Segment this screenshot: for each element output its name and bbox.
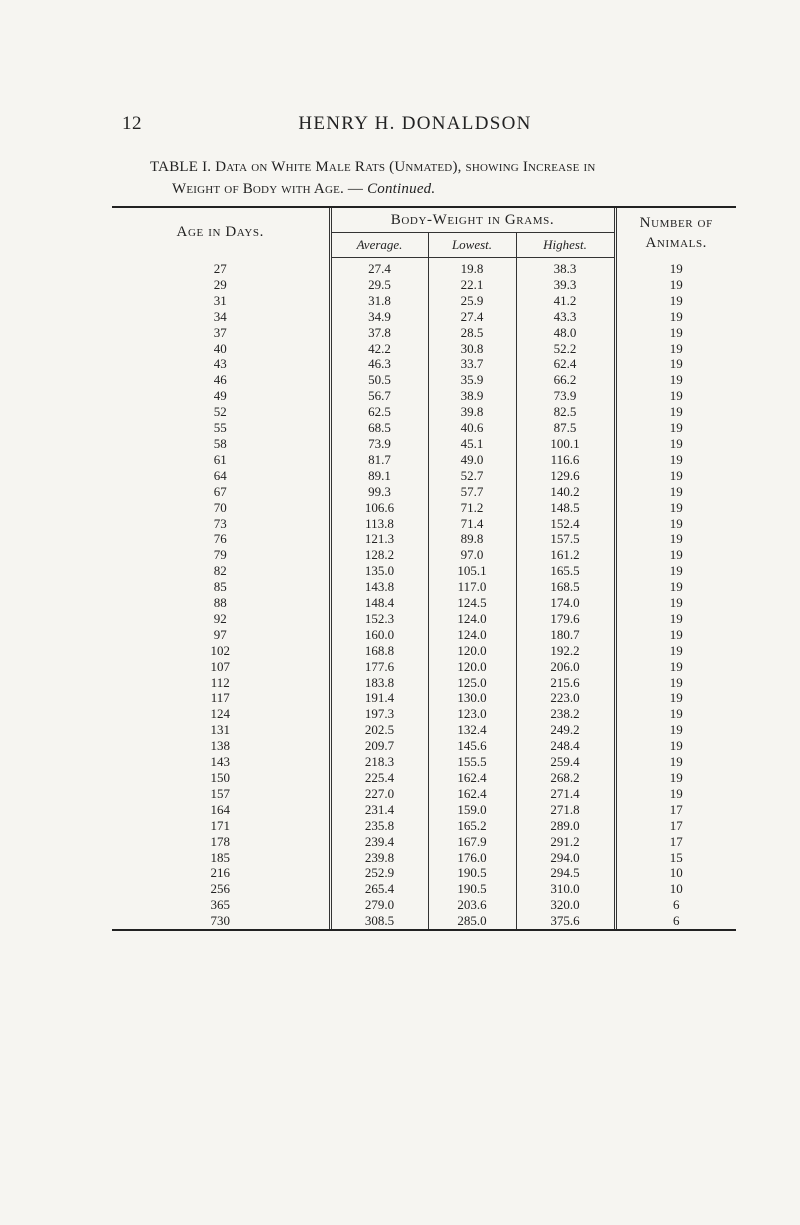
table-row: [112, 865, 736, 881]
table-row: [112, 611, 736, 627]
cell-average: 239.4: [364, 833, 395, 849]
cell-number: 17: [615, 802, 736, 818]
cell-average: 227.0: [364, 785, 395, 801]
cell-age: 29: [112, 277, 330, 293]
cell-age: 164: [112, 802, 330, 818]
cell-lowest: 19.8: [428, 258, 516, 277]
cell-average: 34.9: [368, 308, 391, 324]
cell-lowest: 28.5: [428, 325, 516, 341]
col-header-number-of-animals: [615, 208, 736, 258]
cell-number: 19: [615, 754, 736, 770]
cell-highest: 238.2: [550, 706, 580, 722]
cell-age: 27: [112, 258, 330, 277]
cell-age: 55: [112, 420, 330, 436]
cell-average: 113.8: [365, 515, 394, 531]
table-body: [112, 258, 736, 930]
cell-number: 19: [615, 436, 736, 452]
cell-highest: 179.6: [550, 610, 580, 626]
table-row: [112, 722, 736, 738]
cell-number: 19: [615, 372, 736, 388]
cell-number: 19: [615, 627, 736, 643]
cell-highest: 271.8: [550, 801, 580, 817]
cell-highest: 152.4: [550, 515, 580, 531]
cell-average: 121.3: [364, 531, 395, 547]
cell-average: 29.5: [368, 276, 391, 292]
cell-average: 135.0: [364, 563, 395, 579]
cell-average: 252.9: [364, 865, 395, 881]
cell-average: 183.8: [364, 674, 395, 690]
cell-highest: 249.2: [550, 722, 580, 738]
col-header-age: Age in Days.: [112, 208, 330, 258]
table-bottom-rule: [112, 929, 736, 931]
cell-age: 70: [112, 500, 330, 516]
cell-lowest: 130.0: [428, 690, 516, 706]
cell-average: 73.9: [368, 435, 391, 451]
cell-highest: 82.5: [553, 404, 577, 420]
cell-lowest: 120.0: [428, 659, 516, 675]
cell-age: 31: [112, 293, 330, 309]
cell-age: 92: [112, 611, 330, 627]
cell-average: 148.4: [364, 595, 395, 611]
cell-lowest: 89.8: [428, 531, 516, 547]
cell-lowest: 97.0: [428, 547, 516, 563]
cell-highest: 259.4: [550, 754, 580, 770]
table-row: [112, 468, 736, 484]
cell-lowest: 27.4: [428, 309, 516, 325]
cell-age: 124: [112, 706, 330, 722]
table-row: [112, 913, 736, 929]
cell-highest: 116.6: [550, 451, 580, 467]
table-caption: [150, 156, 750, 200]
table-title-line2: Weight of Body with Age. —: [172, 181, 364, 197]
cell-highest: 289.0: [550, 817, 580, 833]
cell-average: 235.8: [364, 817, 395, 833]
cell-highest: 271.4: [550, 785, 580, 801]
cell-lowest: 203.6: [428, 897, 516, 913]
cell-lowest: 124.5: [428, 595, 516, 611]
table-row: [112, 277, 736, 293]
cell-lowest: 33.7: [428, 356, 516, 372]
cell-highest: 320.0: [550, 897, 580, 913]
cell-lowest: 176.0: [428, 850, 516, 866]
cell-highest: 291.2: [550, 833, 580, 849]
cell-number: 19: [615, 420, 736, 436]
cell-number: 19: [615, 738, 736, 754]
cell-lowest: 285.0: [428, 913, 516, 929]
cell-highest: 41.2: [553, 292, 577, 308]
cell-highest: 294.0: [550, 849, 580, 865]
cell-lowest: 39.8: [428, 404, 516, 420]
cell-highest: 157.5: [550, 531, 580, 547]
cell-highest: 87.5: [553, 420, 577, 436]
table-row: [112, 818, 736, 834]
table-label: TABLE I.: [150, 159, 212, 175]
cell-number: 19: [615, 786, 736, 802]
cell-age: 52: [112, 404, 330, 420]
table-row: [112, 595, 736, 611]
cell-number: 19: [615, 722, 736, 738]
cell-lowest: 49.0: [428, 452, 516, 468]
cell-age: 64: [112, 468, 330, 484]
table-row: [112, 627, 736, 643]
cell-age: 97: [112, 627, 330, 643]
table-row: [112, 563, 736, 579]
cell-age: 67: [112, 484, 330, 500]
table-row: [112, 834, 736, 850]
cell-highest: 192.2: [550, 642, 580, 658]
cell-lowest: 117.0: [428, 579, 516, 595]
cell-highest: 174.0: [550, 595, 580, 611]
cell-average: 225.4: [364, 770, 395, 785]
cell-lowest: 25.9: [428, 293, 516, 309]
table-row: [112, 420, 736, 436]
cell-age: 46: [112, 372, 330, 388]
cell-age: 43: [112, 356, 330, 372]
cell-age: 365: [112, 897, 330, 913]
cell-average: 56.7: [368, 388, 391, 404]
cell-highest: 248.4: [550, 738, 580, 754]
cell-number: 19: [615, 404, 736, 420]
cell-number: 19: [615, 388, 736, 404]
table-row: [112, 897, 736, 913]
cell-highest: 223.0: [550, 690, 580, 706]
cell-highest: 168.5: [550, 579, 580, 595]
table-row: [112, 372, 736, 388]
cell-lowest: 165.2: [428, 818, 516, 834]
cell-highest: 48.0: [553, 324, 577, 340]
cell-lowest: 35.9: [428, 372, 516, 388]
cell-average: 99.3: [368, 483, 391, 499]
table-row: [112, 484, 736, 500]
table-row: [112, 293, 736, 309]
cell-lowest: 162.4: [428, 770, 516, 786]
table-row: [112, 675, 736, 691]
cell-average: 50.5: [368, 372, 391, 388]
cell-number: 19: [615, 770, 736, 786]
cell-highest: 66.2: [553, 372, 577, 388]
table-row: [112, 690, 736, 706]
cell-age: 88: [112, 595, 330, 611]
cell-number: 6: [615, 897, 736, 913]
cell-number: 19: [615, 484, 736, 500]
cell-age: 58: [112, 436, 330, 452]
cell-number: 19: [615, 531, 736, 547]
cell-average: 62.5: [368, 404, 391, 420]
cell-number: 19: [615, 563, 736, 579]
cell-age: 37: [112, 325, 330, 341]
col-header-number-line1: Number of: [639, 214, 713, 231]
table-row: [112, 309, 736, 325]
cell-age: 107: [112, 659, 330, 675]
cell-age: 138: [112, 738, 330, 754]
table-row: [112, 547, 736, 563]
cell-average: 265.4: [364, 881, 395, 897]
cell-age: 157: [112, 786, 330, 802]
table-row: [112, 258, 736, 277]
cell-age: 171: [112, 818, 330, 834]
cell-age: 178: [112, 834, 330, 850]
table-row: [112, 738, 736, 754]
cell-number: 19: [615, 293, 736, 309]
cell-average: 160.0: [364, 626, 395, 642]
cell-number: 19: [615, 547, 736, 563]
cell-age: 112: [112, 675, 330, 691]
cell-lowest: 30.8: [428, 341, 516, 357]
table-row: [112, 356, 736, 372]
cell-highest: 148.5: [550, 499, 580, 515]
cell-number: 19: [615, 611, 736, 627]
cell-highest: 375.6: [550, 913, 580, 929]
table-row: [112, 341, 736, 357]
cell-average: 209.7: [364, 738, 395, 754]
cell-age: 117: [112, 690, 330, 706]
cell-age: 79: [112, 547, 330, 563]
cell-age: 61: [112, 452, 330, 468]
cell-number: 19: [615, 690, 736, 706]
cell-lowest: 57.7: [428, 484, 516, 500]
cell-highest: 206.0: [550, 658, 580, 674]
table-row: [112, 325, 736, 341]
table-row: [112, 850, 736, 866]
page-number: 12: [122, 113, 142, 134]
cell-age: 34: [112, 309, 330, 325]
cell-age: 216: [112, 865, 330, 881]
table-row: [112, 754, 736, 770]
cell-lowest: 167.9: [428, 834, 516, 850]
table-row: [112, 770, 736, 786]
cell-number: 19: [615, 643, 736, 659]
cell-age: 49: [112, 388, 330, 404]
cell-age: 102: [112, 643, 330, 659]
cell-average: 177.6: [364, 658, 395, 674]
cell-average: 31.8: [368, 292, 391, 308]
cell-average: 27.4: [368, 261, 391, 276]
cell-number: 19: [615, 277, 736, 293]
cell-highest: 73.9: [553, 388, 577, 404]
col-header-lowest: Lowest.: [428, 233, 516, 258]
continued-label: Continued.: [367, 181, 436, 197]
table-row: [112, 388, 736, 404]
cell-highest: 62.4: [553, 356, 577, 372]
cell-average: 89.1: [368, 467, 391, 483]
cell-lowest: 71.4: [428, 516, 516, 532]
cell-average: 218.3: [364, 754, 395, 770]
cell-number: 19: [615, 595, 736, 611]
cell-age: 131: [112, 722, 330, 738]
cell-highest: 180.7: [550, 626, 580, 642]
cell-lowest: 40.6: [428, 420, 516, 436]
table-row: [112, 706, 736, 722]
cell-highest: 100.1: [550, 435, 580, 451]
table-row: [112, 404, 736, 420]
cell-average: 42.2: [368, 340, 391, 356]
cell-lowest: 190.5: [428, 865, 516, 881]
cell-number: 19: [615, 325, 736, 341]
cell-average: 143.8: [364, 579, 395, 595]
table-row: [112, 881, 736, 897]
data-table: [112, 206, 736, 931]
cell-age: 82: [112, 563, 330, 579]
table-row: [112, 579, 736, 595]
cell-number: 19: [615, 579, 736, 595]
cell-number: 19: [615, 452, 736, 468]
table-row: [112, 802, 736, 818]
cell-highest: 39.3: [553, 276, 577, 292]
cell-lowest: 120.0: [428, 643, 516, 659]
cell-lowest: 124.0: [428, 611, 516, 627]
cell-average: 279.0: [364, 897, 395, 913]
cell-highest: 215.6: [550, 674, 580, 690]
cell-average: 46.3: [368, 356, 391, 372]
cell-lowest: 71.2: [428, 500, 516, 516]
table-row: [112, 531, 736, 547]
cell-highest: 38.3: [553, 261, 577, 276]
cell-average: 197.3: [364, 706, 395, 722]
cell-average: 202.5: [364, 722, 395, 738]
cell-average: 191.4: [364, 690, 395, 706]
cell-average: 152.3: [364, 610, 395, 626]
cell-age: 73: [112, 516, 330, 532]
cell-highest: 161.2: [550, 547, 580, 563]
cell-lowest: 155.5: [428, 754, 516, 770]
cell-age: 256: [112, 881, 330, 897]
cell-average: 37.8: [368, 324, 391, 340]
running-head: HENRY H. DONALDSON: [298, 113, 532, 134]
cell-age: 150: [112, 770, 330, 786]
table-row: [112, 786, 736, 802]
cell-number: 19: [615, 468, 736, 484]
table-row: [112, 500, 736, 516]
cell-lowest: 190.5: [428, 881, 516, 897]
cell-lowest: 22.1: [428, 277, 516, 293]
cell-number: 19: [615, 356, 736, 372]
cell-number: 19: [615, 258, 736, 277]
cell-number: 19: [615, 309, 736, 325]
cell-number: 17: [615, 834, 736, 850]
table-row: [112, 643, 736, 659]
cell-number: 19: [615, 500, 736, 516]
cell-highest: 129.6: [550, 467, 580, 483]
cell-average: 68.5: [368, 420, 391, 436]
cell-number: 10: [615, 865, 736, 881]
cell-number: 19: [615, 516, 736, 532]
col-header-body-weight: Body-Weight in Grams.: [330, 208, 615, 233]
cell-highest: 140.2: [550, 483, 580, 499]
cell-highest: 43.3: [553, 308, 577, 324]
cell-lowest: 124.0: [428, 627, 516, 643]
cell-number: 19: [615, 706, 736, 722]
cell-highest: 165.5: [550, 563, 580, 579]
cell-number: 19: [615, 341, 736, 357]
cell-age: 76: [112, 531, 330, 547]
cell-highest: 310.0: [550, 881, 580, 897]
cell-lowest: 132.4: [428, 722, 516, 738]
cell-age: 40: [112, 341, 330, 357]
cell-number: 15: [615, 850, 736, 866]
table-row: [112, 452, 736, 468]
cell-average: 231.4: [364, 801, 395, 817]
cell-average: 81.7: [368, 451, 391, 467]
table-title-line1: Data on White Male Rats (Unmated), showing Increase in: [215, 159, 596, 175]
cell-age: 143: [112, 754, 330, 770]
cell-lowest: 125.0: [428, 675, 516, 691]
cell-age: 185: [112, 850, 330, 866]
col-header-average: Average.: [330, 233, 428, 258]
cell-highest: 268.2: [550, 770, 580, 785]
table-row: [112, 436, 736, 452]
cell-age: 85: [112, 579, 330, 595]
cell-number: 17: [615, 818, 736, 834]
cell-average: 239.8: [364, 849, 395, 865]
cell-highest: 294.5: [550, 865, 580, 881]
cell-lowest: 162.4: [428, 786, 516, 802]
cell-lowest: 123.0: [428, 706, 516, 722]
cell-number: 6: [615, 913, 736, 929]
cell-average: 128.2: [364, 547, 395, 563]
cell-number: 19: [615, 659, 736, 675]
cell-number: 19: [615, 675, 736, 691]
cell-average: 168.8: [364, 642, 395, 658]
cell-number: 10: [615, 881, 736, 897]
cell-lowest: 159.0: [428, 802, 516, 818]
table-row: [112, 516, 736, 532]
cell-lowest: 52.7: [428, 468, 516, 484]
col-header-highest: Highest.: [516, 233, 615, 258]
cell-lowest: 145.6: [428, 738, 516, 754]
cell-highest: 52.2: [553, 340, 577, 356]
cell-average: 106.6: [364, 499, 395, 515]
col-header-number-line2: Animals.: [645, 234, 708, 251]
cell-age: 730: [112, 913, 330, 929]
table-row: [112, 659, 736, 675]
cell-lowest: 38.9: [428, 388, 516, 404]
cell-average: 308.5: [364, 913, 395, 929]
cell-lowest: 45.1: [428, 436, 516, 452]
cell-lowest: 105.1: [428, 563, 516, 579]
